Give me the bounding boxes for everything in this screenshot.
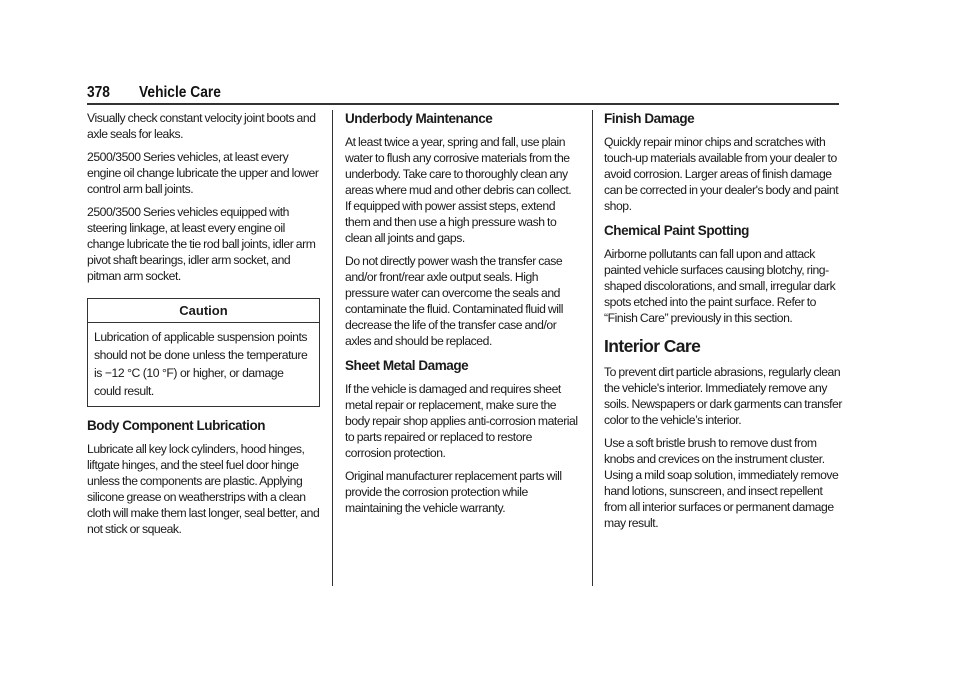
paragraph: 2500/3500 Series vehicles, at least every engine oil change lubricate the upper and lower control arm ball joints. [87,150,319,196]
column-divider [592,110,593,586]
caution-text: Lubrication of applicable suspension points should not be done unless the temperature is −12 °C (10 °F) or higher, or damage could result. [94,330,308,398]
column-divider [332,110,333,586]
heading-underbody-maintenance: Underbody Maintenance [345,111,493,126]
paragraph: Quickly repair minor chips and scratches with touch-up materials available from your dealer to avoid corrosion. Larger areas of finish damage can be corrected in your dealer's body and paint shop. [604,135,839,213]
caution-box [87,298,320,407]
paragraph: Original manufacturer replacement parts will provide the corrosion protection while maintaining the vehicle warranty. [345,469,562,515]
paragraph: 2500/3500 Series vehicles equipped with steering linkage, at least every engine oil change lubricate the tie rod ball joints, idler arm pivot shaft bearings, idler arm socket, and pitman arm socket. [87,205,316,283]
heading-finish-damage: Finish Damage [604,111,695,126]
column-left [87,110,320,544]
paragraph: To prevent dirt particle abrasions, regularly clean the vehicle's interior. Immediately remove any soils. Newspapers or dark garments can transfer color to the vehicle’s interior. [604,365,842,427]
heading-sheet-metal-damage: Sheet Metal Damage [345,358,469,373]
column-middle [345,110,579,523]
heading-body-component-lubrication: Body Component Lubrication [87,418,266,433]
heading-interior-care: Interior Care [604,336,701,356]
caution-title: Caution [88,299,319,323]
header-rule [87,103,839,105]
paragraph: At least twice a year, spring and fall, use plain water to flush any corrosive materials from the underbody. Take care to thoroughly clean any areas where mud and other debris can collect. If equipped with power assist steps, extend them and then use a high pressure wash to clean all joints and gaps. [345,135,572,245]
heading-chemical-paint-spotting: Chemical Paint Spotting [604,223,749,238]
page-header [87,84,839,104]
section-title: Vehicle Care [139,84,221,101]
column-right [604,110,842,538]
paragraph: Airborne pollutants can fall upon and attack painted vehicle surfaces causing blotchy, ring-shaped discolorations, and small, irregular dark spots etched into the paint surface. Refer to “Finish Care” previously in this section. [604,247,836,325]
paragraph: If the vehicle is damaged and requires sheet metal repair or replacement, make sure the body repair shop applies anti-corrosion material to parts repaired or replaced to restore corrosion protection. [345,382,578,460]
paragraph: Do not directly power wash the transfer case and/or front/rear axle output seals. High pressure water can overcome the seals and contaminate the fluid. Contaminated fluid will decrease the life of the transfer case and/or axles and should be replaced. [345,254,563,348]
paragraph: Use a soft bristle brush to remove dust from knobs and crevices on the instrument cluster. Using a mild soap solution, immediately remove hand lotions, sunscreen, and insect repellent from all interior surfaces or permanent damage may result. [604,436,839,530]
paragraph: Lubricate all key lock cylinders, hood hinges, liftgate hinges, and the steel fuel door hinge unless the components are plastic. Applying silicone grease on weatherstrips with a clean cloth will make them last longer, seal better, and not stick or squeak. [87,442,320,536]
paragraph: Visually check constant velocity joint boots and axle seals for leaks. [87,111,316,141]
page-number: 378 [87,84,110,101]
